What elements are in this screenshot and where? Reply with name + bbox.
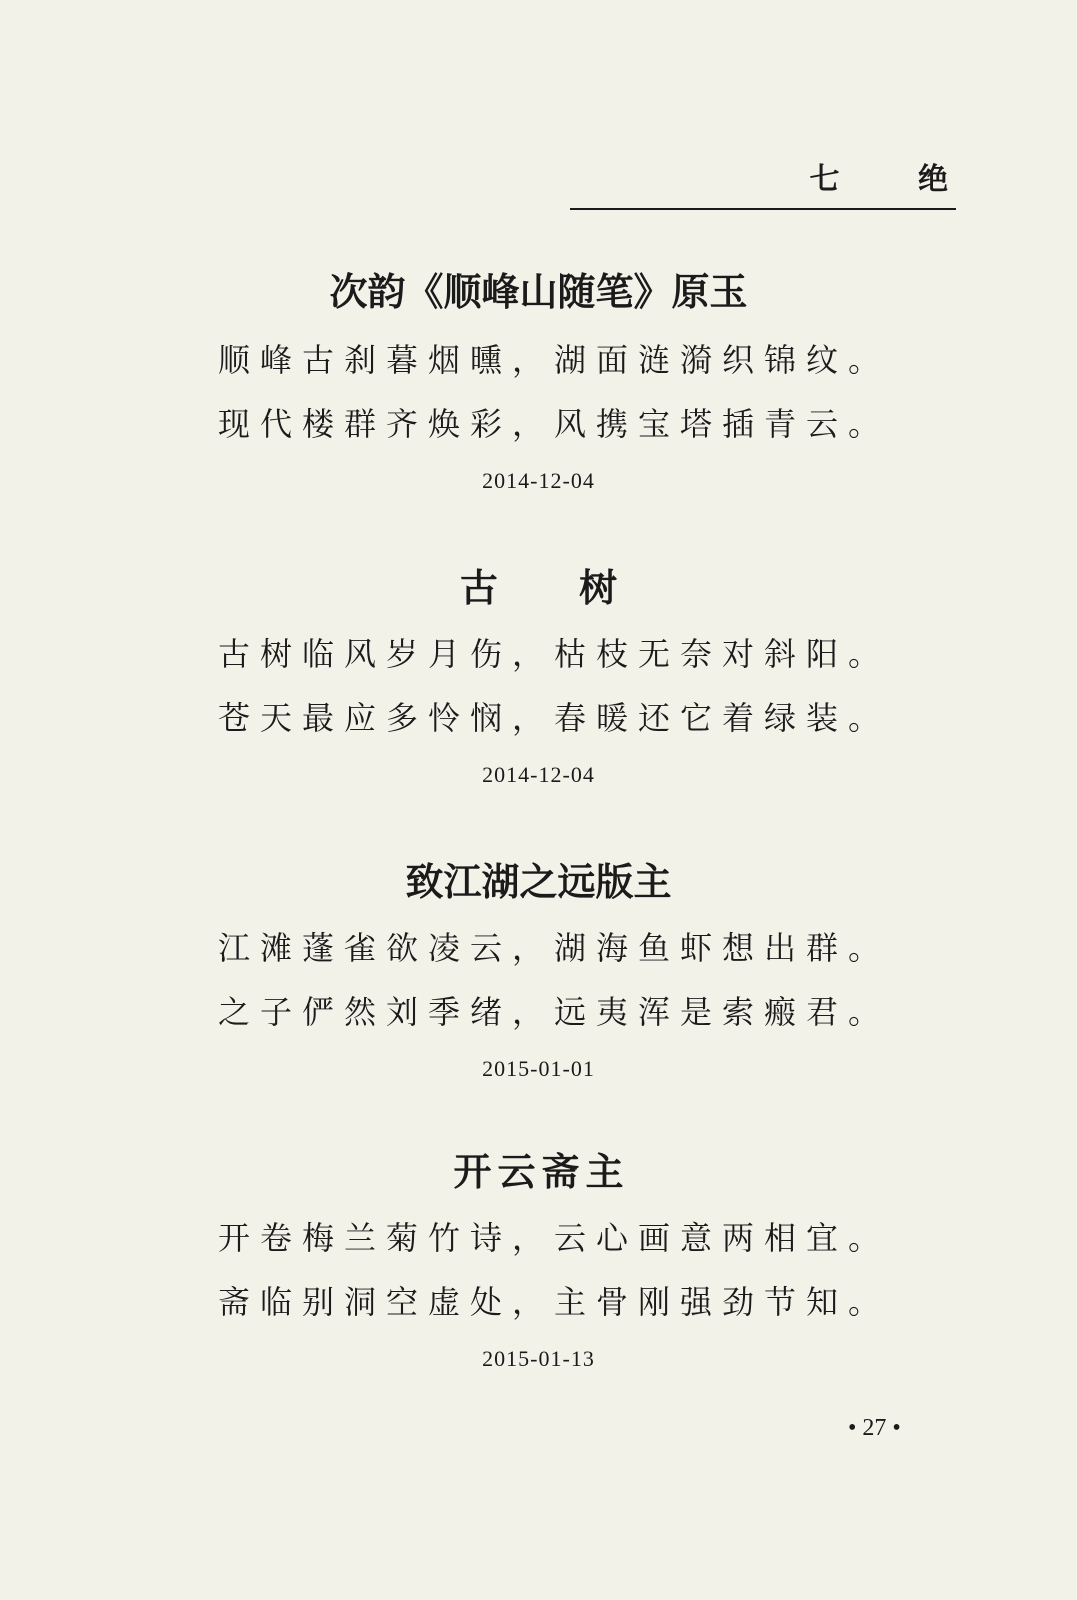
poem-title: 古 树 <box>459 565 652 610</box>
section-header <box>570 162 982 210</box>
poem-line: 斋临别洞空虚处，主骨刚强劲节知。 <box>218 1283 891 1321</box>
poem-line: 之子俨然刘季绪，远夷浑是索瘢君。 <box>218 993 891 1031</box>
page-number: • 27 • <box>848 1415 901 1441</box>
poem-line: 江滩蓬雀欲凌云，湖海鱼虾想出群。 <box>218 929 891 967</box>
poem-date: 2014-12-04 <box>482 762 595 787</box>
poem-line: 苍天最应多怜悯，春暖还它着绿装。 <box>218 699 891 737</box>
section-label: 七 绝 <box>809 162 982 197</box>
poem-line: 现代楼群齐焕彩，风携宝塔插青云。 <box>218 405 891 443</box>
poem-title: 致江湖之远版主 <box>405 859 672 904</box>
poem-line: 古树临风岁月伤，枯枝无奈对斜阳。 <box>218 635 891 673</box>
poem-date: 2015-01-13 <box>482 1346 595 1371</box>
poem-title: 开云斋主 <box>453 1149 630 1194</box>
poem-date: 2015-01-01 <box>482 1056 595 1081</box>
poem-title: 次韵《顺峰山随笔》原玉 <box>329 269 748 314</box>
poem-date: 2014-12-04 <box>482 468 595 493</box>
poem-line: 开卷梅兰菊竹诗，云心画意两相宜。 <box>218 1219 891 1257</box>
poem-line: 顺峰古刹暮烟曛，湖面涟漪织锦纹。 <box>218 341 891 379</box>
header-rule <box>570 208 956 210</box>
